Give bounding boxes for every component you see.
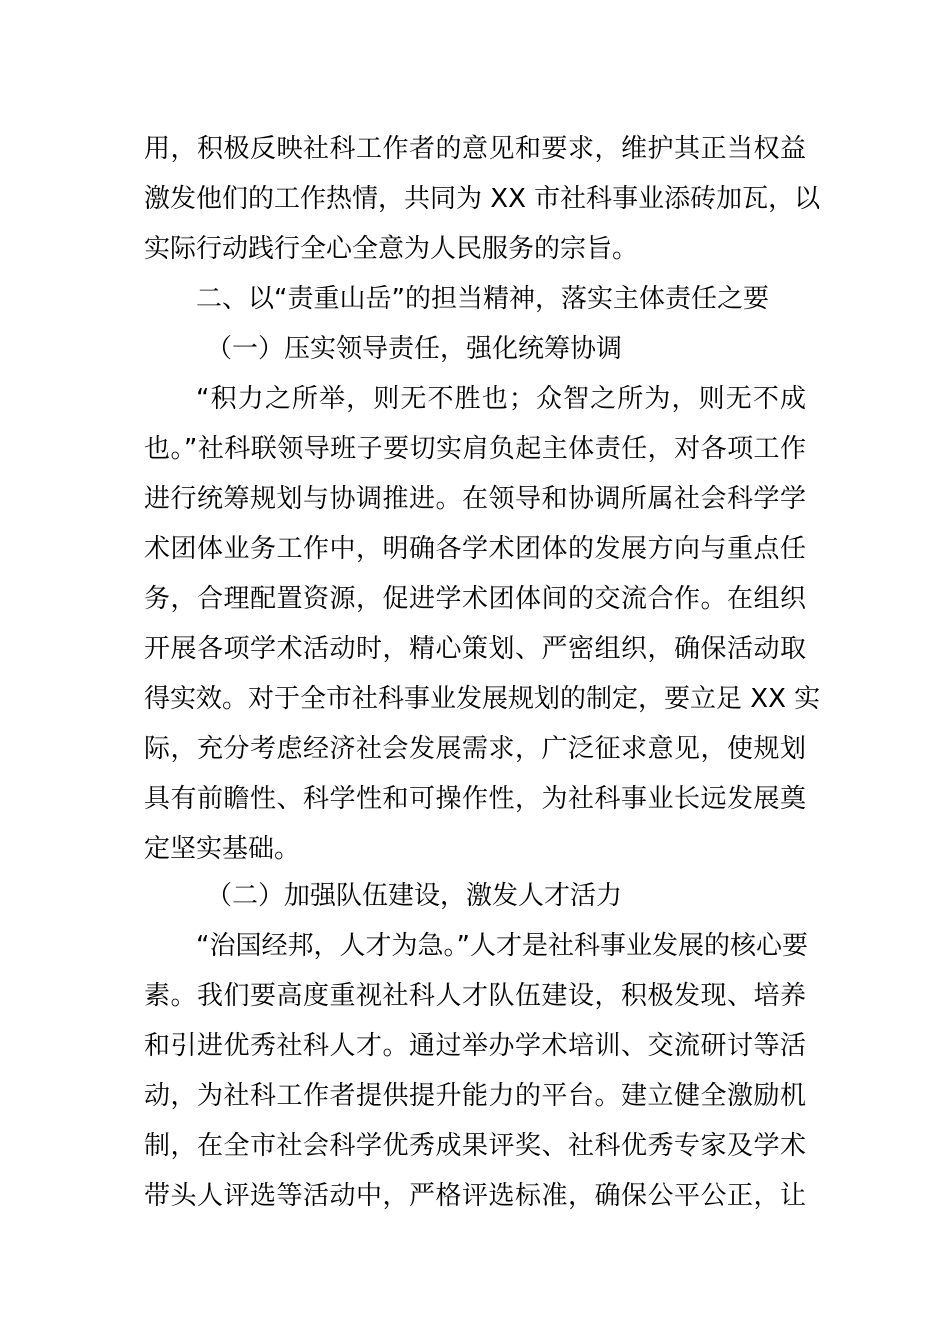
subsection-heading: （二）加强队伍建设，激发人才活力 — [206, 881, 623, 911]
body-text-line: 务，合理配置资源，促进学术团体间的交流合作。在组织 — [144, 584, 806, 614]
body-text-line: 际，充分考虑经济社会发展需求，广泛征求意见，使规划 — [144, 734, 806, 764]
body-text-line: 和引进优秀社科人才。通过举办学术培训、交流研讨等活 — [144, 1031, 806, 1061]
body-text-line: 开展各项学术活动时，精心策划、严密组织，确保活动取 — [144, 634, 806, 664]
body-text-line: 动，为社科工作者提供提升能力的平台。建立健全激励机 — [144, 1081, 806, 1111]
body-text-line: 实际行动践行全心全意为人民服务的宗旨。 — [144, 234, 639, 264]
section-heading: 二、以“责重山岳”的担当精神，落实主体责任之要 — [196, 284, 769, 314]
body-text-line: 带头人评选等活动中，严格评选标准，确保公平公正，让 — [144, 1181, 806, 1211]
subsection-heading: （一）压实领导责任，强化统筹协调 — [206, 334, 623, 364]
body-text-line: 用，积极反映社科工作者的意见和要求，维护其正当权益 — [144, 134, 806, 164]
body-text-line: 进行统筹规划与协调推进。在领导和协调所属社会科学学 — [144, 484, 806, 514]
body-text-line: 素。我们要高度重视社科人才队伍建设，积极发现、培养 — [144, 981, 806, 1011]
body-text-line: 得实效。对于全市社科事业发展规划的制定，要立足 XX 实 — [144, 684, 821, 714]
body-text-line: 激发他们的工作热情，共同为 XX 市社科事业添砖加瓦，以 — [144, 184, 821, 214]
body-text-line: 术团体业务工作中，明确各学术团体的发展方向与重点任 — [144, 534, 806, 564]
body-text-line: 具有前瞻性、科学性和可操作性，为社科事业长远发展奠 — [144, 784, 806, 814]
body-text-line: “治国经邦，人才为急。”人才是社科事业发展的核心要 — [196, 931, 808, 961]
body-text-line: 制，在全市社会科学优秀成果评奖、社科优秀专家及学术 — [144, 1131, 806, 1161]
body-text-line: 定坚实基础。 — [144, 834, 301, 864]
body-text-line: “积力之所举，则无不胜也；众智之所为，则无不成 — [196, 384, 806, 414]
body-text-line: 也。”社科联领导班子要切实肩负起主体责任，对各项工作 — [144, 434, 806, 464]
